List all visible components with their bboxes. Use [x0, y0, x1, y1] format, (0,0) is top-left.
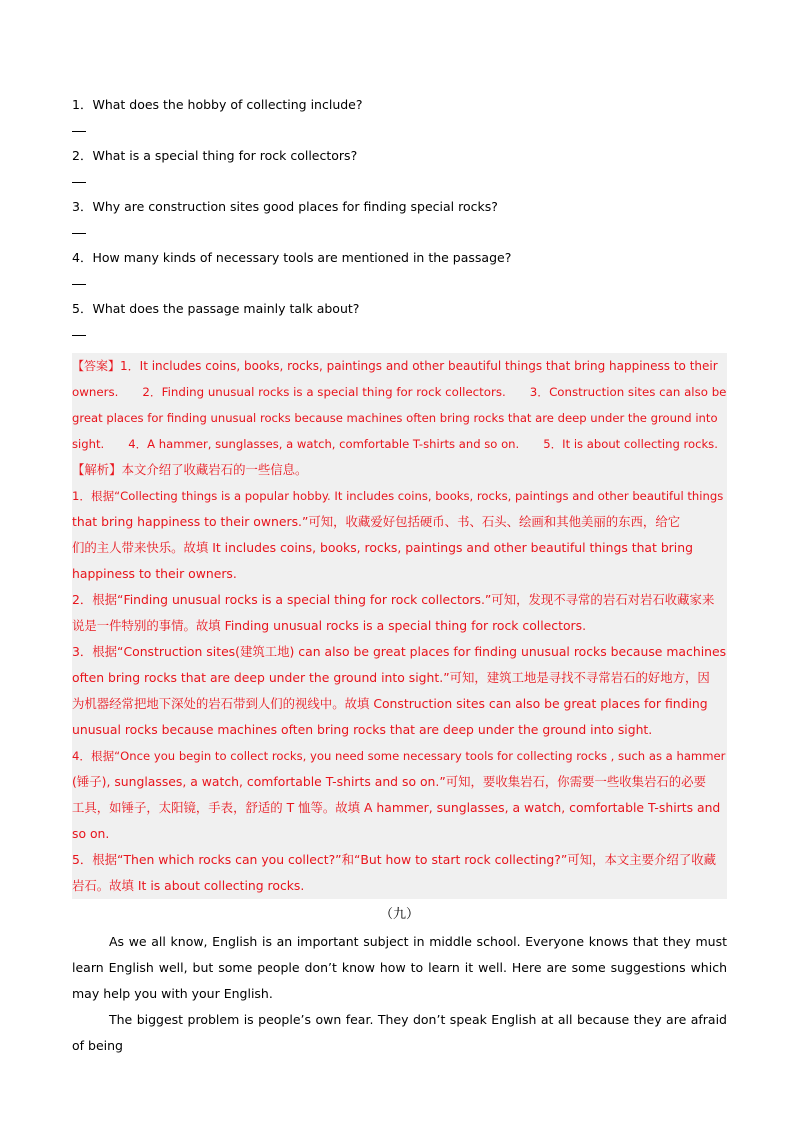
question-1: 1．What does the hobby of collecting include? — [72, 97, 363, 112]
passage-paragraph-2: The biggest problem is people’s own fear. They don’t speak English at all because they are afraid of being — [72, 1012, 727, 1053]
analysis-intro-line — [72, 457, 727, 483]
analysis-intro: 本文介绍了收藏岩石的一些信息。 — [121, 462, 308, 477]
analysis-4-line-3: 工具，如锤子，太阳镜，手表，舒适的 T 恤等。故填 A hammer, sunglasses, a watch, comfortable T-shirts and — [72, 800, 721, 815]
analysis-label: 【解析】 — [72, 462, 122, 477]
answer-5: 5．It is about collecting rocks. — [543, 437, 718, 451]
answer-blank-2[interactable] — [72, 169, 727, 194]
answer-blank-3[interactable] — [72, 220, 727, 245]
analysis-4-line-1: 4．根据“Once you begin to collect rocks, you need some necessary tools for collecting rocks , such as a hammer — [72, 749, 726, 763]
analysis-2-line-1: 2．根据“Finding unusual rocks is a special thing for rock collectors.”可知，发现不寻常的岩石对岩石收藏家来 — [72, 592, 715, 607]
answer-3-cont: great places for finding unusual rocks because machines often bring rocks that are deep under the ground into — [72, 411, 718, 425]
analysis-2-line-2: 说是一件特别的事情。故填 Finding unusual rocks is a special thing for rock collectors. — [72, 618, 587, 633]
document-page — [72, 92, 727, 1059]
question-4: 4．How many kinds of necessary tools are mentioned in the passage? — [72, 250, 512, 265]
analysis-3-line-4: unusual rocks because machines often bring rocks that are deep under the ground into sight. — [72, 722, 653, 737]
answer-analysis-box — [72, 353, 727, 899]
analysis-3-line-2: often bring rocks that are deep under the ground into sight.”可知，建筑工地是寻找不寻常岩石的好地方，因 — [72, 670, 710, 685]
analysis-5-line-2: 岩石。故填 It is about collecting rocks. — [72, 878, 305, 893]
answer-4: 4．A hammer, sunglasses, a watch, comfortable T-shirts and so on. — [128, 437, 520, 451]
analysis-1-line-1: 1．根据“Collecting things is a popular hobby. It includes coins, books, rocks, paintings and other beautiful things — [72, 489, 724, 503]
answer-line-4 — [72, 431, 727, 457]
answer-blank-4[interactable] — [72, 271, 727, 296]
answer-line-1 — [72, 353, 727, 379]
analysis-3-line-3: 为机器经常把地下深处的岩石带到人们的视线中。故填 Construction sites can also be great places for finding — [72, 696, 708, 711]
answer-blank-5[interactable] — [72, 322, 727, 347]
section-number: （九） — [379, 907, 419, 922]
answer-2: 2．Finding unusual rocks is a special thing for rock collectors. — [142, 385, 506, 399]
analysis-3-line-1: 3．根据“Construction sites(建筑工地) can also be great places for finding unusual rocks because machines — [72, 644, 727, 659]
answer-1-cont: owners. — [72, 385, 119, 399]
analysis-1-line-2: that bring happiness to their owners.”可知，收藏爱好包括硬币、书、石头、绘画和其他美丽的东西，给它 — [72, 514, 681, 529]
answer-blank-1[interactable] — [72, 118, 727, 143]
answer-1: 1．It includes coins, books, rocks, paintings and other beautiful things that bring happiness to their — [120, 359, 718, 373]
analysis-5-line-1: 5．根据“Then which rocks can you collect?”和“But how to start rock collecting?”可知，本文主要介绍了收藏 — [72, 852, 716, 867]
answer-line-2 — [72, 379, 727, 405]
answer-label: 【答案】 — [72, 359, 121, 373]
analysis-4-line-4: so on. — [72, 826, 110, 841]
question-2: 2．What is a special thing for rock collectors? — [72, 148, 358, 163]
analysis-4-line-2: (锤子), sunglasses, a watch, comfortable T-shirts and so on.”可知，要收集岩石，你需要一些收集岩石的必要 — [72, 774, 706, 789]
answer-3: 3．Construction sites can also be — [529, 385, 727, 399]
analysis-1-line-3: 们的主人带来快乐。故填 It includes coins, books, rocks, paintings and other beautiful things that bring — [72, 540, 693, 555]
passage-paragraph-1: As we all know, English is an important subject in middle school. Everyone knows that they must learn English well, but some people don’t know how to learn it well. Here are some suggestions which may help you with your English. — [72, 934, 727, 1001]
question-3: 3．Why are construction sites good places for finding special rocks? — [72, 199, 498, 214]
answer-3-end: sight. — [72, 437, 105, 451]
question-5: 5．What does the passage mainly talk about? — [72, 301, 360, 316]
analysis-1-line-4: happiness to their owners. — [72, 566, 237, 581]
